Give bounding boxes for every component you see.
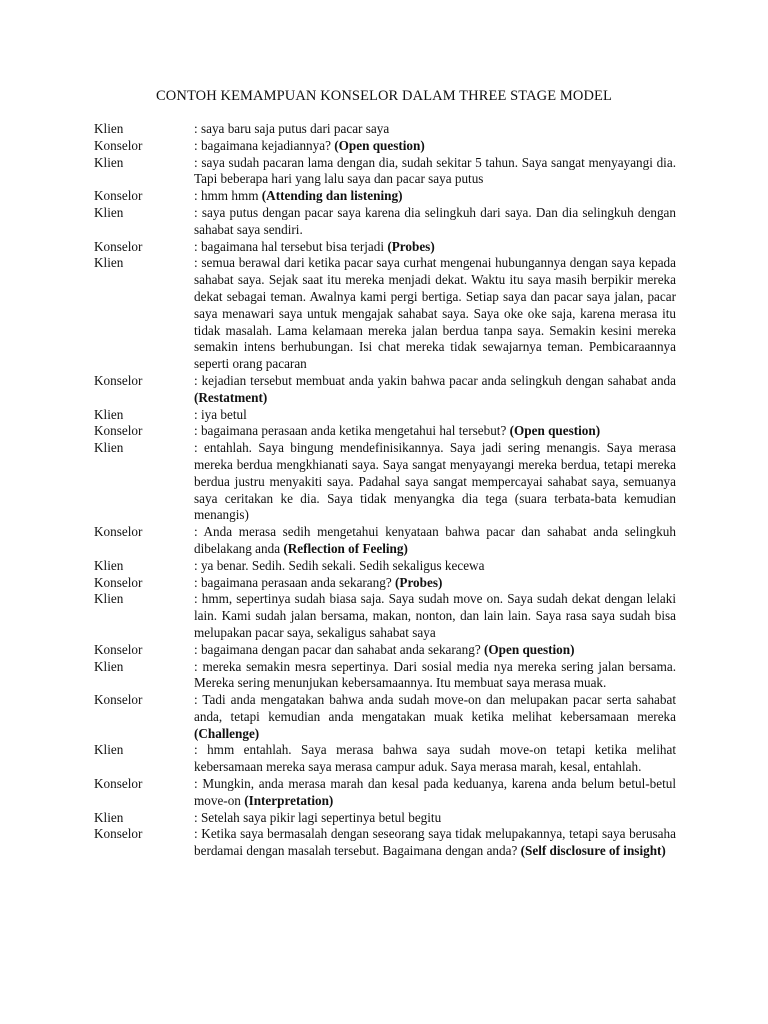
speaker-label: Konselor (94, 692, 143, 708)
skill-tag: (Restatment) (194, 389, 268, 405)
utterance (194, 121, 676, 138)
speaker-label: Konselor (94, 524, 143, 540)
dialogue-row (94, 239, 676, 256)
skill-tag: (Interpretation) (244, 792, 334, 808)
utterance (194, 205, 676, 239)
utterance-text: : mereka semakin mesra sepertinya. Dari sosial media nya mereka sering jalan bersama. Mereka sering menunjukan kebersamaannya. Itu membuat saya merasa muak. (194, 658, 676, 691)
speaker-label: Konselor (94, 826, 143, 842)
utterance-text: : semua berawal dari ketika pacar saya curhat mengenai hubungannya dengan saya kepada sahabat saya. Sejak saat itu mereka menjadi dekat. Waktu itu saya masih berpikir mereka dekat sebagai teman. Awalnya kami pergi bertiga. Setiap saya dan pacar saya jalan, pacar saya menawari saya untuk mengajak sahabat saya. Saya oke oke saja, karena merasa itu tidak masalah. Lama kelamaan mereka jalan berdua tanpa saya. Semakin kesini mereka semakin intens berhubungan. Isi chat mereka tidak sewajarnya teman. Pembicaraannya seperti orang pacaran (194, 255, 676, 372)
utterance-text: : Anda merasa sedih mengetahui kenyataan bahwa pacar dan sahabat anda selingkuh dibelakang anda (194, 524, 676, 556)
utterance (194, 255, 676, 373)
speaker-label: Klien (94, 658, 124, 674)
utterance (194, 558, 676, 575)
utterance-text: : iya betul (194, 406, 247, 422)
speaker-label: Klien (94, 406, 124, 422)
speaker-label: Klien (94, 591, 124, 607)
speaker-label: Klien (94, 121, 124, 136)
speaker-label: Konselor (94, 372, 143, 388)
speaker-label: Konselor (94, 137, 143, 153)
document-title: CONTOH KEMAMPUAN KONSELOR DALAM THREE STAGE MODEL (156, 88, 612, 104)
dialogue-row (94, 692, 676, 742)
dialogue-row (94, 810, 676, 827)
utterance-text: : bagaimana kejadiannya? (194, 137, 335, 153)
dialogue-row (94, 138, 676, 155)
speaker-label: Klien (94, 809, 124, 825)
utterance (194, 423, 676, 440)
utterance (194, 524, 676, 558)
dialogue-row (94, 575, 676, 592)
utterance-text: : Mungkin, anda merasa marah dan kesal pada keduanya, karena anda belum betul-betul move-on (194, 776, 676, 808)
dialogue-row (94, 121, 676, 138)
dialogue-row (94, 440, 676, 524)
utterance (194, 440, 676, 524)
skill-tag: (Challenge) (194, 725, 260, 741)
utterance (194, 826, 676, 860)
skill-tag: (Self disclosure of insight) (520, 843, 666, 859)
speaker-label: Konselor (94, 238, 143, 254)
dialogue-transcript (94, 121, 676, 860)
utterance (194, 659, 676, 693)
speaker-label: Konselor (94, 423, 143, 439)
utterance-text: : bagaimana dengan pacar dan sahabat anda sekarang? (194, 641, 484, 657)
utterance-text: : saya sudah pacaran lama dengan dia, sudah sekitar 5 tahun. Saya sangat menyayangi dia. Tapi beberapa hari yang lalu saya dan pacar saya putus (194, 154, 676, 187)
utterance-text: : bagaimana perasaan anda ketika mengetahui hal tersebut? (194, 423, 510, 439)
utterance (194, 239, 676, 256)
dialogue-row (94, 155, 676, 189)
dialogue-row (94, 524, 676, 558)
utterance (194, 575, 676, 592)
dialogue-row (94, 659, 676, 693)
speaker-label: Klien (94, 154, 124, 170)
utterance-text: : saya putus dengan pacar saya karena dia selingkuh dari saya. Dan dia selingkuh dengan sahabat saya sendiri. (194, 204, 676, 237)
skill-tag: (Open question) (483, 641, 575, 657)
utterance (194, 188, 676, 205)
speaker-label: Klien (94, 440, 124, 456)
utterance (194, 373, 676, 407)
utterance-text: : kejadian tersebut membuat anda yakin bahwa pacar anda selingkuh dengan sahabat anda (194, 372, 676, 388)
utterance-text: : bagaimana perasaan anda sekarang? (194, 574, 395, 590)
dialogue-row (94, 205, 676, 239)
utterance (194, 138, 676, 155)
speaker-label: Konselor (94, 641, 143, 657)
speaker-label: Klien (94, 742, 124, 758)
dialogue-row (94, 642, 676, 659)
skill-tag: (Reflection of Feeling) (283, 540, 408, 556)
utterance (194, 776, 676, 810)
dialogue-row (94, 373, 676, 407)
dialogue-row (94, 826, 676, 860)
skill-tag: (Open question) (509, 423, 601, 439)
speaker-label: Konselor (94, 574, 143, 590)
skill-tag: (Open question) (334, 137, 425, 153)
skill-tag: (Probes) (387, 238, 435, 254)
utterance-text: : ya benar. Sedih. Sedih sekali. Sedih sekaligus kecewa (194, 557, 485, 573)
utterance-text: : hmm hmm (194, 188, 262, 204)
utterance-text: : entahlah. Saya bingung mendefinisikannya. Saya jadi sering menangis. Saya merasa mereka berdua mengkhianati saya. Saya sangat menyayangi mereka berdua, tetapi mereka berdua justru menyakiti saya. Padahal saya sangat mempercayai sahabat saya, semuanya saya ceritakan ke dia. Saya tidak menyangka dia tega (suara terbata-bata kemudian menangis) (194, 440, 676, 523)
dialogue-row (94, 591, 676, 641)
speaker-label: Klien (94, 204, 124, 220)
dialogue-row (94, 558, 676, 575)
speaker-label: Konselor (94, 776, 143, 792)
utterance (194, 407, 676, 424)
utterance (194, 692, 676, 742)
utterance (194, 742, 676, 776)
dialogue-row (94, 776, 676, 810)
utterance-text: : Ketika saya bermasalah dengan seseorang saya tidak melupakannya, tetapi saya berusaha berdamai dengan masalah tersebut. Bagaimana dengan anda? (194, 826, 676, 859)
utterance-text: : Setelah saya pikir lagi sepertinya betul begitu (194, 809, 442, 825)
utterance (194, 642, 676, 659)
utterance (194, 591, 676, 641)
dialogue-row (94, 742, 676, 776)
skill-tag: (Attending dan listening) (261, 188, 403, 204)
dialogue-row (94, 188, 676, 205)
speaker-label: Klien (94, 255, 124, 271)
utterance-text: : Tadi anda mengatakan bahwa anda sudah move-on dan melupakan pacar serta sahabat anda, tetapi kemudian anda mengatakan muak ketika melihat kebersamaan mereka (194, 692, 676, 724)
utterance-text: : saya baru saja putus dari pacar saya (194, 121, 390, 136)
dialogue-row (94, 255, 676, 373)
dialogue-row (94, 407, 676, 424)
utterance-text: : hmm entahlah. Saya merasa bahwa saya sudah move-on tetapi ketika melihat kebersamaan mereka saya merasa campur aduk. Saya merasa marah, kesal, entahlah. (194, 742, 676, 775)
skill-tag: (Probes) (395, 574, 443, 590)
speaker-label: Klien (94, 557, 124, 573)
dialogue-row (94, 423, 676, 440)
utterance (194, 810, 676, 827)
utterance-text: : bagaimana hal tersebut bisa terjadi (194, 238, 388, 254)
utterance (194, 155, 676, 189)
speaker-label: Konselor (94, 188, 143, 204)
utterance-text: : hmm, sepertinya sudah biasa saja. Saya sudah move on. Saya sudah dekat dengan lelaki lain. Kami sudah jalan bersama, makan, nonton, dan lain lain. Saya rasa saya sudah bisa melupakan pacar saya, sekaligus sahabat saya (194, 591, 676, 640)
